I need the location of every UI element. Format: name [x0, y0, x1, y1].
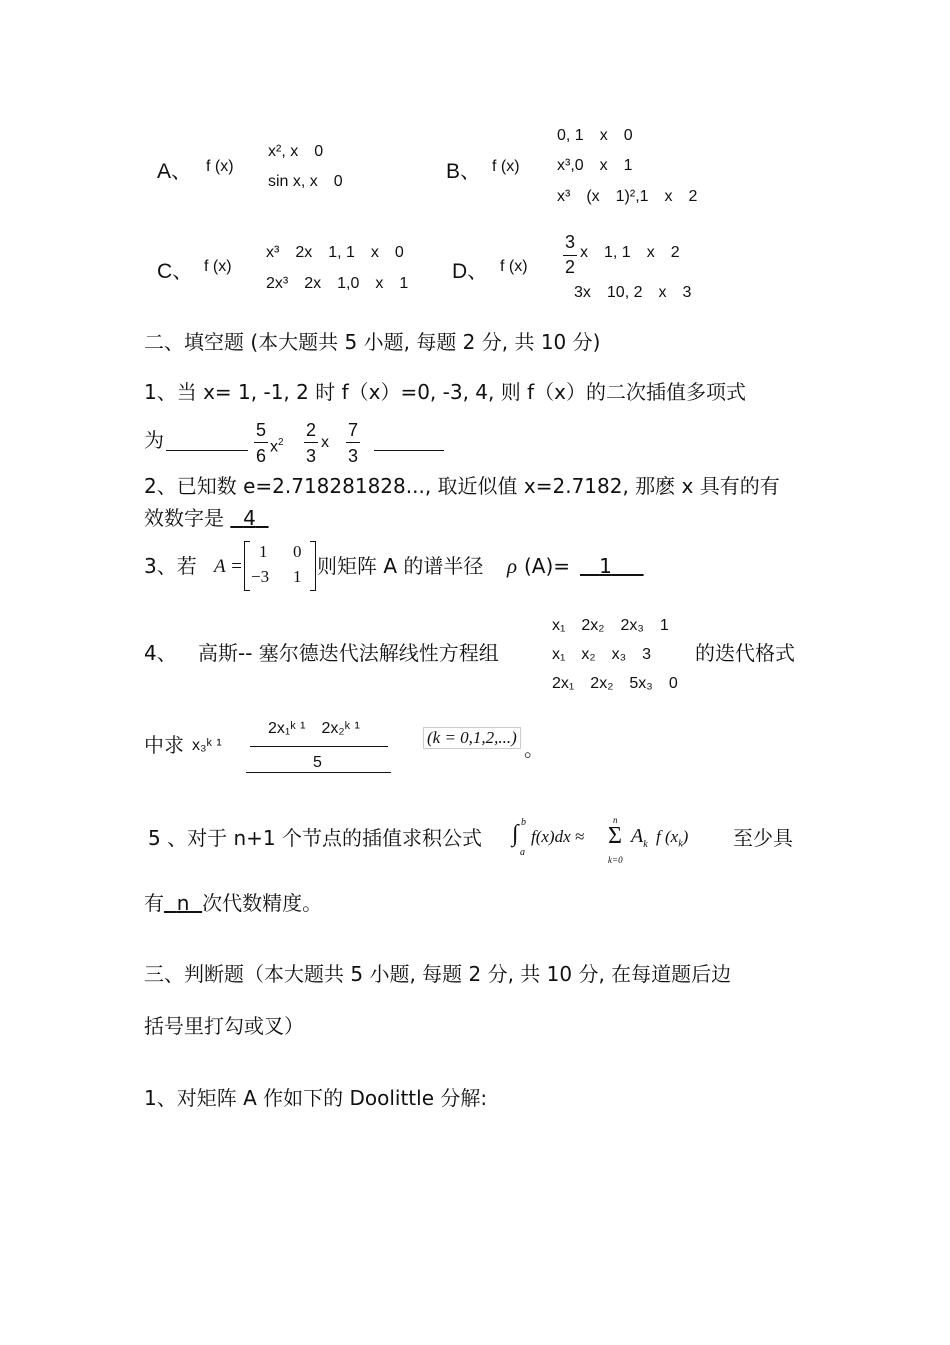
choice-d-frac-bar [563, 255, 577, 256]
q3-answer: 1 [599, 554, 612, 578]
section-3-q1: 1、对矩阵 A 作如下的 Doolittle 分解: [144, 1086, 488, 1110]
q1-t3-den: 3 [347, 446, 358, 466]
q5-int-upper: b [521, 817, 526, 828]
q4-line2-prefix: 中求 [144, 733, 184, 757]
q3-matrix-a22: 1 [293, 567, 302, 586]
q3-matrix [244, 541, 316, 591]
q2-line-2: 效数字是 4 [144, 506, 256, 530]
q3-middle: 则矩阵 A 的谱半径 [317, 554, 484, 578]
choice-b-row-2: x³,0 x 1 [557, 157, 633, 174]
q1-t3-num: 7 [347, 420, 358, 440]
q1-text: 1、当 x= 1, -1, 2 时 f（x）=0, -3, 4, 则 f（x）的二次插值多项式 [144, 380, 746, 404]
choice-c-label: C、 [157, 260, 194, 283]
q2-line-1: 2、已知数 e=2.718281828..., 取近似值 x=2.7182, 那麽 x 具有的有 [144, 474, 780, 498]
q1-blank-left [166, 450, 248, 451]
q4-k-range: (k = 0,1,2,...) [423, 727, 521, 749]
q5-int-lower: a [520, 847, 525, 858]
choice-a-fx: f (x) [206, 158, 234, 175]
section-2-heading: 二、填空题 (本大题共 5 小题, 每题 2 分, 共 10 分) [144, 330, 601, 354]
q4-denominator: 5 [313, 754, 322, 771]
q4-lhs: x₃ᵏ ¹ [192, 737, 222, 754]
q1-blank-right [374, 450, 444, 451]
q4-eq-1: x₁ 2x₂ 2x₃ 1 [552, 617, 669, 634]
q5-after: 至少具 [733, 826, 793, 850]
q1-t1-den: 6 [255, 446, 266, 466]
q4-text: 高斯-- 塞尔德迭代法解线性方程组 [198, 641, 499, 665]
choice-c-fx: f (x) [204, 258, 232, 275]
choice-b-row-3: x³ (x 1)²,1 x 2 [557, 188, 698, 205]
q1-t2-bar [304, 442, 318, 443]
choice-a-row-2: sin x, x 0 [268, 173, 343, 190]
q1-t1-var: $x^2$ [270, 437, 284, 456]
q4-number: 4、 [144, 641, 177, 665]
q1-t2-den: 3 [305, 446, 316, 466]
q4-fraction-bar [250, 746, 388, 747]
q4-end: 。 [524, 737, 544, 761]
q5-sum-upper: n [613, 815, 618, 825]
choice-b-row-1: 0, 1 x 0 [557, 127, 633, 144]
q3-matrix-a11: 1 [259, 542, 268, 561]
q3-prefix: 3、若 [144, 554, 197, 578]
q1-t1-bar [254, 442, 268, 443]
q3-rho: ρ [507, 554, 518, 578]
q4-eq-2: x₁ x₂ x₃ 3 [552, 646, 652, 663]
q4-numerator: 2x₁ᵏ ¹ 2x₂ᵏ ¹ [268, 720, 360, 737]
choice-c-row-2: 2x³ 2x 1,0 x 1 [266, 275, 409, 292]
choice-a-label: A、 [157, 160, 193, 183]
choice-b-label: B、 [446, 160, 482, 183]
q5-quadrature-formula: ∫ b a f(x)dx ≈ Σ n k=0 $A_k$ f $(x_k)$ [512, 815, 689, 865]
choice-b-fx: f (x) [492, 158, 520, 175]
q4-blank [246, 772, 391, 773]
choice-d-label: D、 [452, 260, 489, 283]
q1-prefix: 为 [144, 428, 164, 452]
q1-t2-var: x [321, 434, 329, 451]
choice-d-row-1: x 1, 1 x 2 [580, 244, 680, 261]
q5-line-2: 有 n 次代数精度。 [144, 891, 323, 915]
choice-c-row-1: x³ 2x 1, 1 x 0 [266, 244, 404, 261]
choice-d-frac-den: 2 [564, 257, 575, 277]
q3-suffix: (A)= [524, 554, 571, 578]
q5-sum-lower: k=0 [608, 855, 623, 865]
choice-d-frac-num: 3 [564, 232, 575, 252]
q1-t3-bar [346, 442, 360, 443]
choice-a-row-1: x², x 0 [268, 143, 324, 160]
q4-after: 的迭代格式 [695, 641, 795, 665]
section-3-heading-1: 三、判断题（本大题共 5 小题, 每题 2 分, 共 10 分, 在每道题后边 [144, 962, 732, 986]
q5-text: 5 、对于 n+1 个节点的插值求积公式 [148, 826, 482, 850]
choice-d-fx: f (x) [500, 258, 528, 275]
section-3-heading-2: 括号里打勾或叉） [144, 1014, 304, 1038]
q1-t1-num: 5 [255, 420, 266, 440]
q3-matrix-a12: 0 [293, 542, 302, 561]
q3-matrix-var: A = [214, 556, 243, 577]
q3-matrix-a21: −3 [251, 567, 270, 586]
q4-eq-3: 2x₁ 2x₂ 5x₃ 0 [552, 675, 678, 692]
choice-d-row-2: 3x 10, 2 x 3 [574, 284, 692, 301]
q1-t2-num: 2 [305, 420, 316, 440]
